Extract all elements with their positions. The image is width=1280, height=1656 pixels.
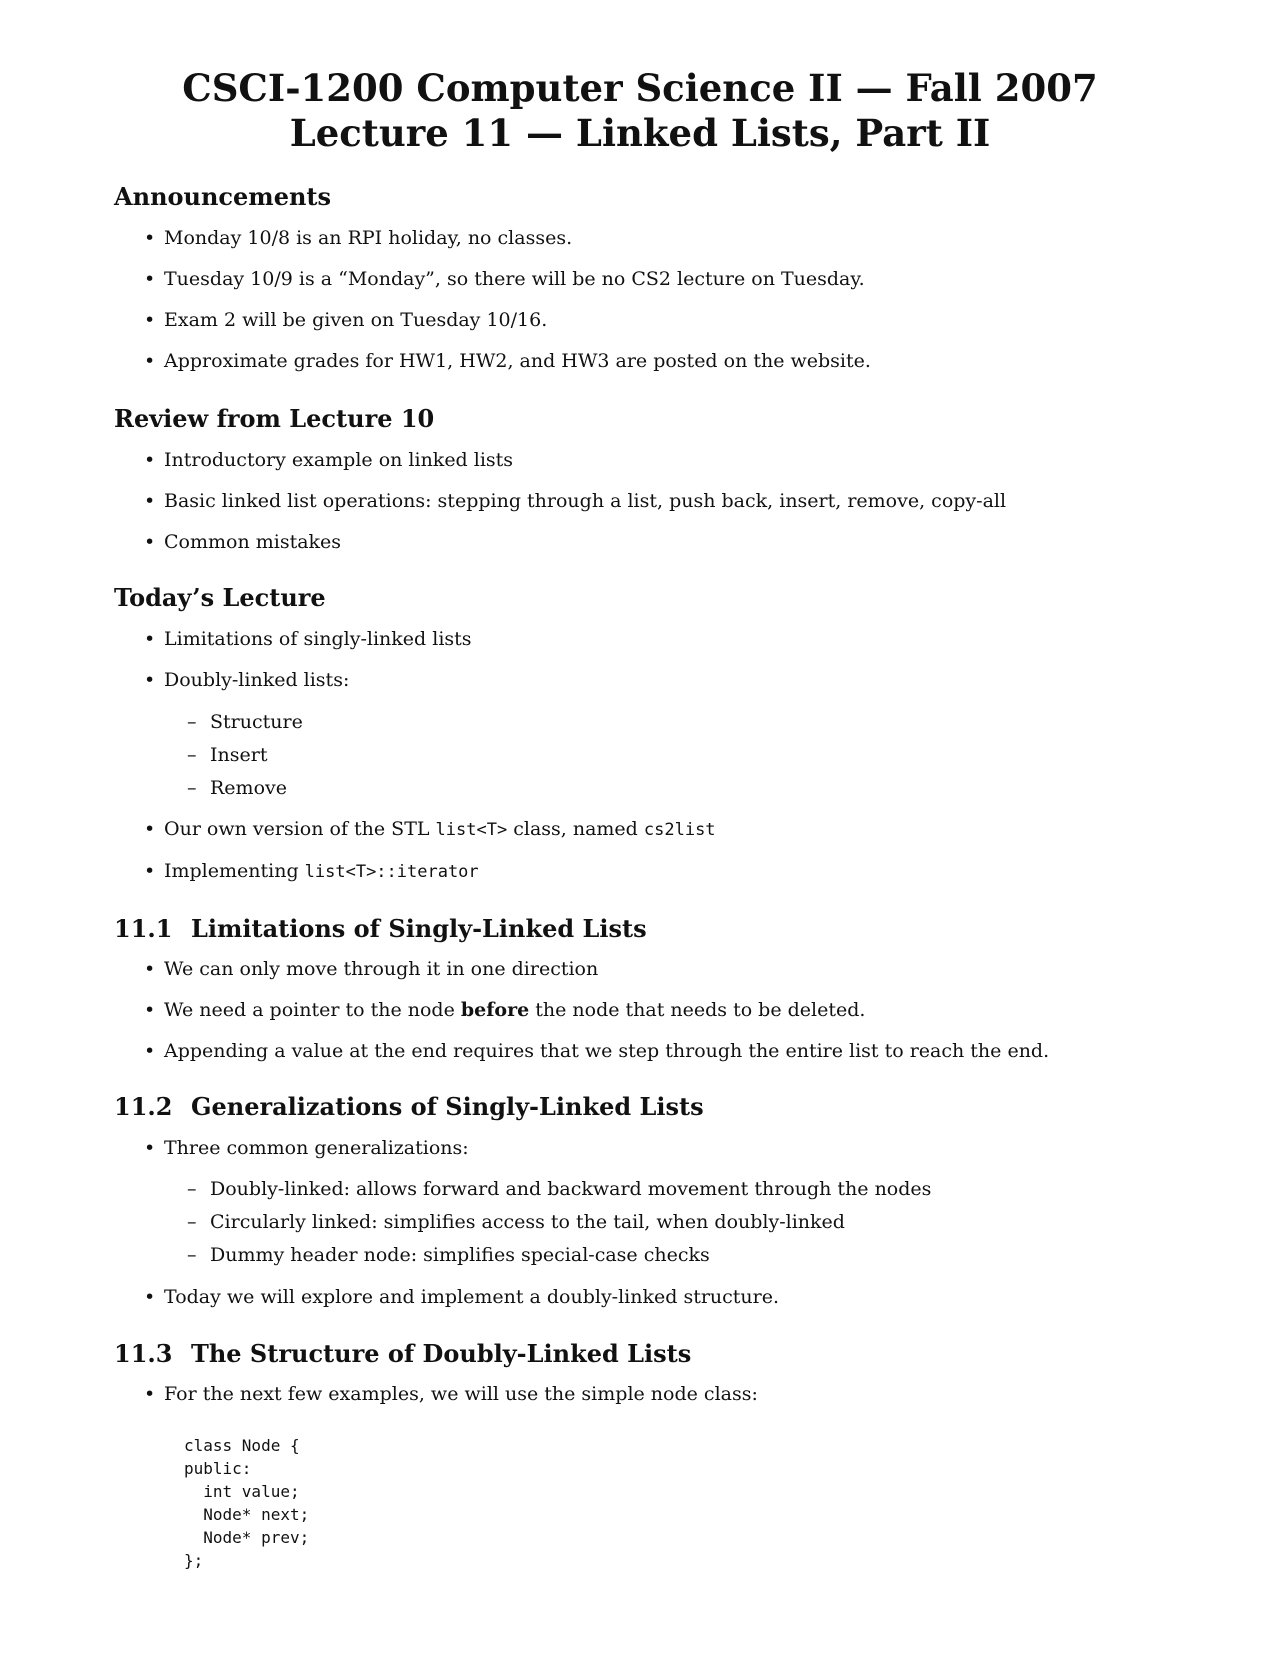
section-11-2-heading <box>114 1093 704 1121</box>
section-11-2-list-continued <box>144 1286 779 1308</box>
inline-code: list<T> <box>435 820 508 840</box>
section-11-1-list <box>144 958 1049 1062</box>
list-item <box>144 999 1049 1021</box>
inline-code: list<T>::iterator <box>304 862 479 882</box>
section-11-1-heading <box>114 915 647 943</box>
list-item: • Tuesday 10/9 is a “Monday”, so there will be no CS2 lecture on Tuesday. <box>144 268 871 290</box>
review-list <box>144 449 1006 553</box>
list-item: • Introductory example on linked lists <box>144 449 1006 471</box>
list-item: • Monday 10/8 is an RPI holiday, no classes. <box>144 227 871 249</box>
list-item: • Doubly-linked lists: <box>144 669 472 691</box>
inline-code: cs2list <box>643 820 716 840</box>
today-list-continued <box>144 818 716 883</box>
code-block: class Node { public: int value; Node* next; Node* prev; }; <box>184 1436 310 1570</box>
list-item <box>144 818 716 841</box>
sub-list-item: – Circularly linked: simplifies access to the tail, when doubly-linked <box>187 1211 931 1233</box>
today-list <box>144 628 472 691</box>
text: class, named <box>507 818 644 840</box>
list-item: • Approximate grades for HW1, HW2, and HW3 are posted on the website. <box>144 350 871 372</box>
section-title: Generalizations of Singly-Linked Lists <box>191 1092 704 1121</box>
section-11-2-list <box>144 1137 469 1159</box>
list-item: • Exam 2 will be given on Tuesday 10/16. <box>144 309 871 331</box>
bold-text: before <box>460 999 530 1021</box>
sub-list-item: – Remove <box>187 777 303 799</box>
announcements-list <box>144 227 871 372</box>
section-title: The Structure of Doubly-Linked Lists <box>191 1339 692 1368</box>
sub-list-item: – Structure <box>187 711 303 733</box>
section-11-3-list <box>144 1383 758 1405</box>
title-line-1: CSCI-1200 Computer Science II — Fall 2007 <box>182 66 1098 110</box>
sub-list-item: – Doubly-linked: allows forward and backward movement through the nodes <box>187 1178 931 1200</box>
today-sublist <box>187 711 303 799</box>
list-item: • For the next few examples, we will use the simple node class: <box>144 1383 758 1405</box>
section-number: 11.2 <box>114 1092 173 1121</box>
list-item: • Basic linked list operations: stepping through a list, push back, insert, remove, copy-all <box>144 490 1006 512</box>
text: the node that needs to be deleted. <box>529 999 866 1021</box>
sub-list-item: – Dummy header node: simplifies special-case checks <box>187 1244 931 1266</box>
section-11-3-heading <box>114 1340 691 1368</box>
list-item <box>144 860 716 883</box>
section-title: Limitations of Singly-Linked Lists <box>191 914 647 943</box>
text: Implementing <box>164 860 305 882</box>
today-heading: Today’s Lecture <box>114 583 326 612</box>
list-item: • Common mistakes <box>144 531 1006 553</box>
list-item: • Today we will explore and implement a doubly-linked structure. <box>144 1286 779 1308</box>
section-number: 11.3 <box>114 1339 173 1368</box>
section-11-2-sublist <box>187 1178 931 1266</box>
list-item: • Limitations of singly-linked lists <box>144 628 472 650</box>
sub-list-item: – Insert <box>187 744 303 766</box>
list-item: • We can only move through it in one direction <box>144 958 1049 980</box>
review-heading: Review from Lecture 10 <box>114 404 435 433</box>
document-title <box>0 66 1280 156</box>
announcements-heading: Announcements <box>114 182 332 211</box>
text: We need a pointer to the node <box>164 999 461 1021</box>
title-line-2: Lecture 11 — Linked Lists, Part II <box>289 111 991 155</box>
list-item: • Appending a value at the end requires that we step through the entire list to reach the end. <box>144 1040 1049 1062</box>
section-number: 11.1 <box>114 914 173 943</box>
list-item: • Three common generalizations: <box>144 1137 469 1159</box>
text: Our own version of the STL <box>164 818 436 840</box>
